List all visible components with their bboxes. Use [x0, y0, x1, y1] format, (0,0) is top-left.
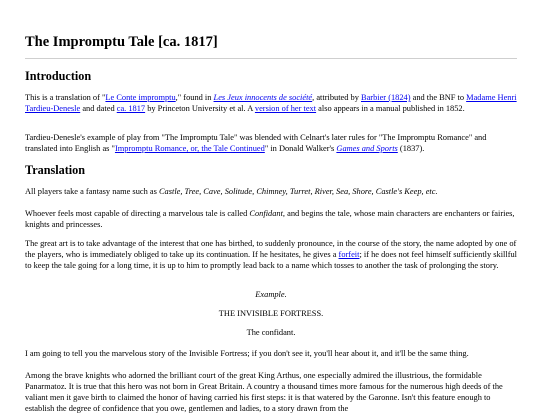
les-jeux-innocents-title: Les Jeux innocents de société: [213, 93, 313, 102]
games-and-sports-title: Games and Sports: [336, 144, 398, 153]
story-paragraph-2: Among the brave knights who adorned the brilliant court of the great King Arthus, one especially admired the illustrious, the formidable Panarmatoz. It is true that this hero was not born in Great Britain. A country a thousand times more famous for the numerous high deeds of the valiant men it gave birth to claimed the honor of having carried his first steps: it is that watered by the Garonne. Isn't this feature enough to establish the degree of confidence that you owe, gentlemen and ladies, to a story drawn from the: [25, 371, 503, 413]
forfeit-link[interactable]: forfeit: [338, 250, 360, 259]
games-and-sports-link[interactable]: [336, 144, 397, 153]
page-title: The Impromptu Tale [ca. 1817]: [25, 34, 218, 50]
impromptu-romance-link[interactable]: Impromptu Romance, or, the Tale Continued: [114, 144, 265, 153]
intro-p2-text-3: (1837).: [397, 144, 425, 153]
intro-p1-text-2: ," found in: [175, 93, 214, 102]
translation-paragraph-3: [25, 238, 517, 271]
intro-p2-text-1: Tardieu-Denesle's example of play from "The Impromptu Tale" was blended with Celnart's later rules for "The Impromptu Romance" and translated into English as ": [25, 133, 487, 153]
confidant-term: Confidant: [249, 209, 283, 218]
intro-p1-text-5: and dated: [80, 104, 117, 113]
translation-paragraph-1: [25, 186, 517, 197]
intro-p1-text-3: , attributed by: [312, 93, 361, 102]
translation-p1-text: All players take a fantasy name such as: [25, 187, 159, 196]
fantasy-names-list: Castle, Tree, Cave, Solitude, Chimney, Turret, River, Sea, Shore, Castle's Keep, etc.: [158, 187, 438, 196]
intro-p1-text-1: This is a translation of ": [25, 93, 106, 102]
translation-p3-text-2: ; if he does not feel himself sufficiently skillful to keep the tale going for a long time, it is up to him to promptly lead back to a name which tosses to another the task of prolonging the story.: [25, 250, 518, 270]
example-label: Example.: [255, 290, 287, 299]
translation-p3-text-1: The great art is to take advantage of the interest that one has birthed, to suddenly pronounce, in the course of the story, the name adopted by one of the players, who is immediately obliged to take up its continuation. If he hesitates, he gives a: [25, 239, 517, 259]
le-conte-impromptu-link[interactable]: Le Conte impromptu: [105, 93, 176, 102]
introduction-heading: Introduction: [25, 69, 92, 83]
les-jeux-innocents-link[interactable]: [214, 93, 313, 102]
intro-paragraph-2: [25, 132, 517, 154]
intro-paragraph-1: [25, 92, 517, 114]
intro-p1-text-4: and the BNF to: [410, 93, 467, 102]
story-paragraph-1: I am going to tell you the marvelous story of the Invisible Fortress; if you don't see it, you'll hear about it, and it'll be the same thing.: [25, 349, 469, 358]
version-of-her-text-link[interactable]: version of her text: [254, 104, 317, 113]
title-divider: [25, 58, 517, 59]
translation-heading: Translation: [25, 163, 86, 177]
fortress-title: THE INVISIBLE FORTRESS.: [218, 309, 324, 318]
translation-paragraph-2: [25, 208, 517, 230]
intro-p2-text-2: " in Donald Walker's: [264, 144, 337, 153]
confidant-line: The confidant.: [246, 328, 296, 337]
intro-p1-text-6: by Princeton University et al. A: [145, 104, 255, 113]
barbier-link[interactable]: Barbier (1824): [360, 93, 411, 102]
translation-p2-text-1: Whoever feels most capable of directing a marvelous tale is called: [25, 209, 250, 218]
ca-1817-link[interactable]: ca. 1817: [116, 104, 146, 113]
madame-tardieu-denesle-link[interactable]: Madame Henri Tardieu-Denesle: [25, 93, 517, 113]
translation-p2-text-2: , and begins the tale, whose main characters are enchanters or fairies, knights and princesses.: [25, 209, 515, 229]
intro-p1-text-7: also appears in a manual published in 1852.: [316, 104, 465, 113]
